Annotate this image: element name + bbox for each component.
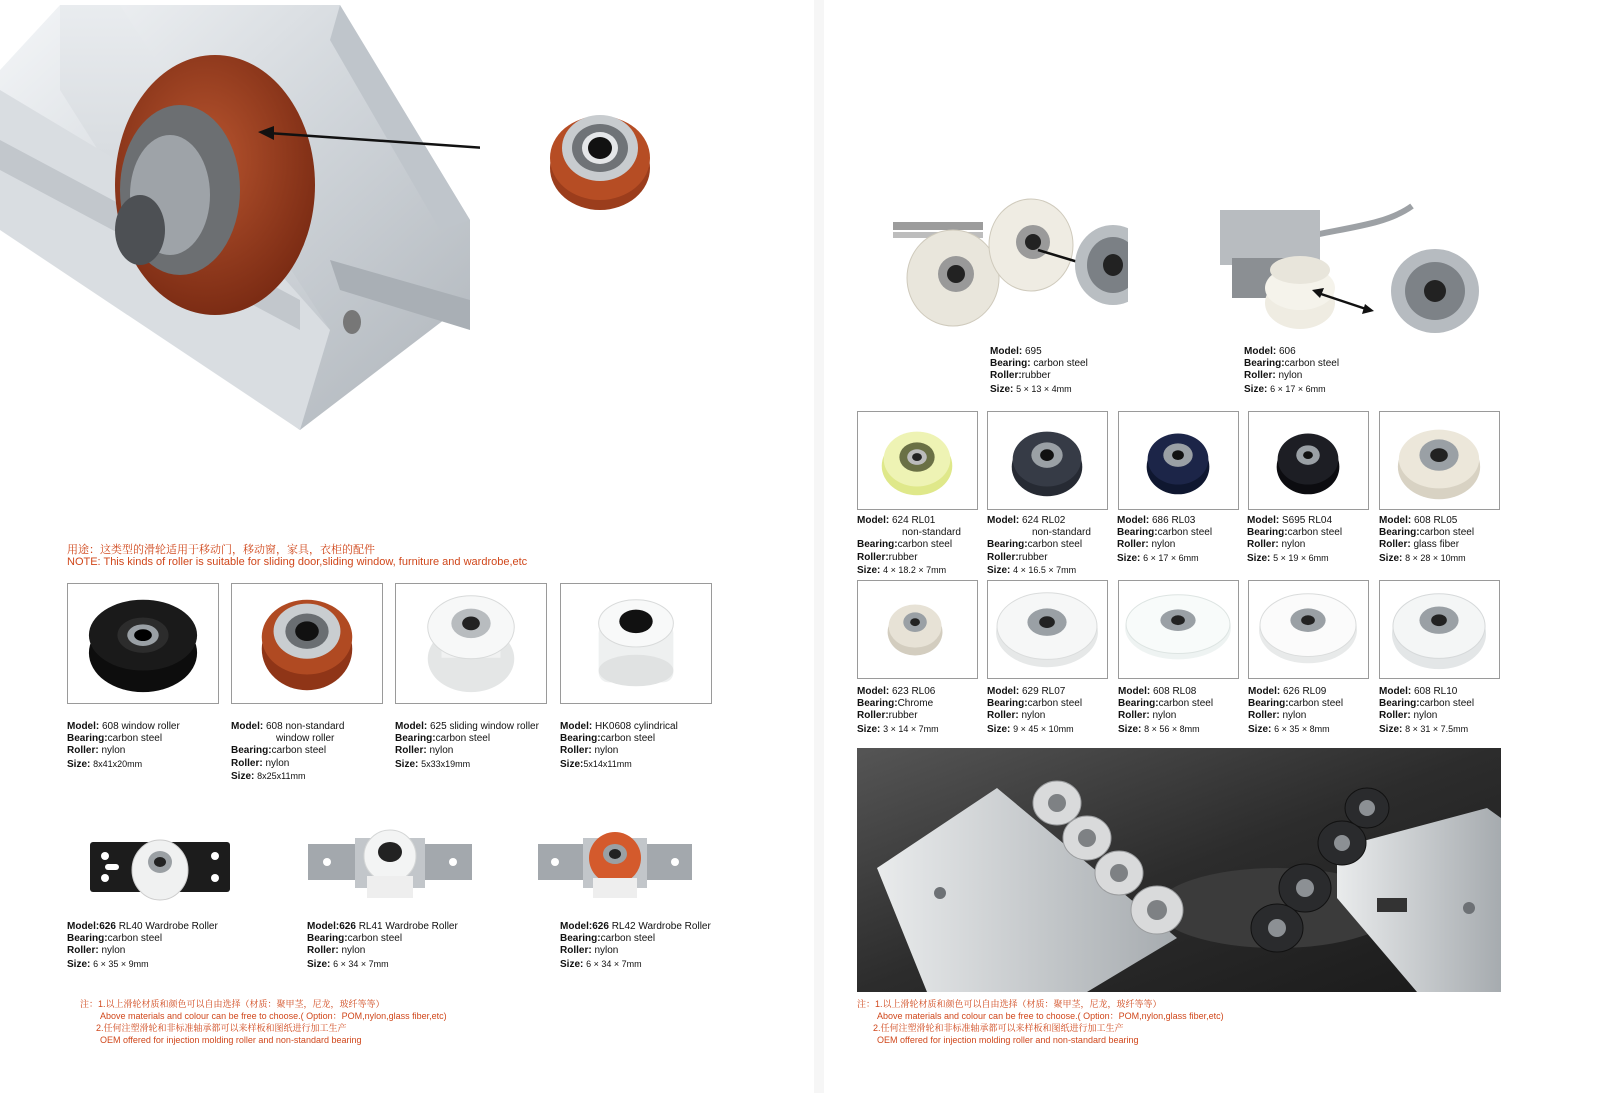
product-image-608-rl05 xyxy=(1379,411,1500,510)
spec-608-window-roller: Model: 608 window roller Bearing:carbon steel Roller: nylon Size: 8x41x20mm xyxy=(67,721,180,770)
spec-624-rl02: Model: 624 RL02 non-standard Bearing:carbon steel Roller:rubber Size: 4 × 16.5 × 7mm xyxy=(987,515,1091,576)
spec-hk0608-cylindrical: Model: HK0608 cylindrical Bearing:carbon steel Roller: nylon Size:5x14x11mm xyxy=(560,721,678,770)
wardrobe-roller-rl42-image xyxy=(535,828,695,903)
hanging-roller-assembly-photo xyxy=(857,748,1501,992)
product-image-624-rl01 xyxy=(857,411,978,510)
spec-rl40: Model:626 RL40 Wardrobe Roller Bearing:carbon steel Roller: nylon Size: 6 × 35 × 9mm xyxy=(67,921,218,970)
product-image-608-window-roller xyxy=(67,583,219,704)
roller-606-image xyxy=(1212,198,1502,338)
wardrobe-roller-rl40-image xyxy=(85,830,235,905)
product-image-624-rl02 xyxy=(987,411,1108,510)
spec-608-rl05: Model: 608 RL05 Bearing:carbon steel Roller: glass fiber Size: 8 × 28 × 10mm xyxy=(1379,515,1475,564)
spec-606: Model: 606 Bearing:carbon steel Roller: nylon Size: 6 × 17 × 6mm xyxy=(1244,346,1340,395)
product-image-625-sliding-window-roller xyxy=(395,583,547,704)
usage-note-en: NOTE: This kinds of roller is suitable for sliding door,sliding window, furniture and wardrobe,etc xyxy=(67,556,528,568)
spec-686-rl03: Model: 686 RL03 Bearing:carbon steel Roller: nylon Size: 6 × 17 × 6mm xyxy=(1117,515,1213,564)
spec-623-rl06: Model: 623 RL06 Bearing:Chrome Roller:rubber Size: 3 × 14 × 7mm xyxy=(857,686,939,735)
roller-closeup-image xyxy=(548,110,658,210)
spec-625-sliding-window-roller: Model: 625 sliding window roller Bearing:carbon steel Roller: nylon Size: 5x33x19mm xyxy=(395,721,539,770)
product-image-hk0608-cylindrical xyxy=(560,583,712,704)
usage-note-cn: 用途：这类型的滑轮适用于移动门，移动窗，家具，衣柜的配件 xyxy=(67,544,375,556)
product-image-608-rl08 xyxy=(1118,580,1239,679)
product-image-686-rl03 xyxy=(1118,411,1239,510)
product-image-626-rl09 xyxy=(1248,580,1369,679)
spec-rl42: Model:626 RL42 Wardrobe Roller Bearing:carbon steel Roller: nylon Size: 6 × 34 × 7mm xyxy=(560,921,711,970)
spec-695: Model: 695 Bearing: carbon steel Roller:rubber Size: 5 × 13 × 4mm xyxy=(990,346,1088,395)
footnote-left: 注：1.以上滑轮材质和颜色可以自由选择（材质：聚甲茎，尼龙，玻纤等等） Above materials and colour can be free to choose.( Option：POM,nylon,glass fiber,etc) 2.任何注塑滑轮和非标准轴承都可以来样板和图纸进行加工生产 OEM offered for injection molding roller and non-standard bearing xyxy=(80,999,447,1045)
product-image-608-rl10 xyxy=(1379,580,1500,679)
spec-608-rl08: Model: 608 RL08 Bearing:carbon steel Roller: nylon Size: 8 × 56 × 8mm xyxy=(1118,686,1214,735)
spec-624-rl01: Model: 624 RL01 non-standard Bearing:carbon steel Roller:rubber Size: 4 × 18.2 × 7mm xyxy=(857,515,961,576)
model-value: 608 window roller xyxy=(102,721,180,732)
product-image-629-rl07 xyxy=(987,580,1108,679)
spec-s695-rl04: Model: S695 RL04 Bearing:carbon steel Roller: nylon Size: 5 × 19 × 6mm xyxy=(1247,515,1343,564)
spec-608-non-standard: Model: 608 non-standard window roller Bearing:carbon steel Roller: nylon Size: 8x25x11mm xyxy=(231,721,345,782)
spec-629-rl07: Model: 629 RL07 Bearing:carbon steel Roller: nylon Size: 9 × 45 × 10mm xyxy=(987,686,1083,735)
footnote-right: 注：1.以上滑轮材质和颜色可以自由选择（材质：聚甲茎，尼龙，玻纤等等） Above materials and colour can be free to choose.( Option：POM,nylon,glass fiber,etc) 2.任何注塑滑轮和非标准轴承都可以来样板和图纸进行加工生产 OEM offered for injection molding roller and non-standard bearing xyxy=(857,999,1224,1045)
page-gutter xyxy=(814,0,824,1093)
roller-695-image xyxy=(888,190,1128,335)
aluminium-rail-illustration xyxy=(0,0,480,440)
spec-608-rl10: Model: 608 RL10 Bearing:carbon steel Roller: nylon Size: 8 × 31 × 7.5mm xyxy=(1379,686,1475,735)
product-image-623-rl06 xyxy=(857,580,978,679)
product-image-s695-rl04 xyxy=(1248,411,1369,510)
wardrobe-roller-rl41-image xyxy=(305,828,475,903)
spec-626-rl09: Model: 626 RL09 Bearing:carbon steel Roller: nylon Size: 6 × 35 × 8mm xyxy=(1248,686,1344,735)
spec-rl41: Model:626 RL41 Wardrobe Roller Bearing:carbon steel Roller: nylon Size: 6 × 34 × 7mm xyxy=(307,921,458,970)
product-image-608-non-standard xyxy=(231,583,383,704)
